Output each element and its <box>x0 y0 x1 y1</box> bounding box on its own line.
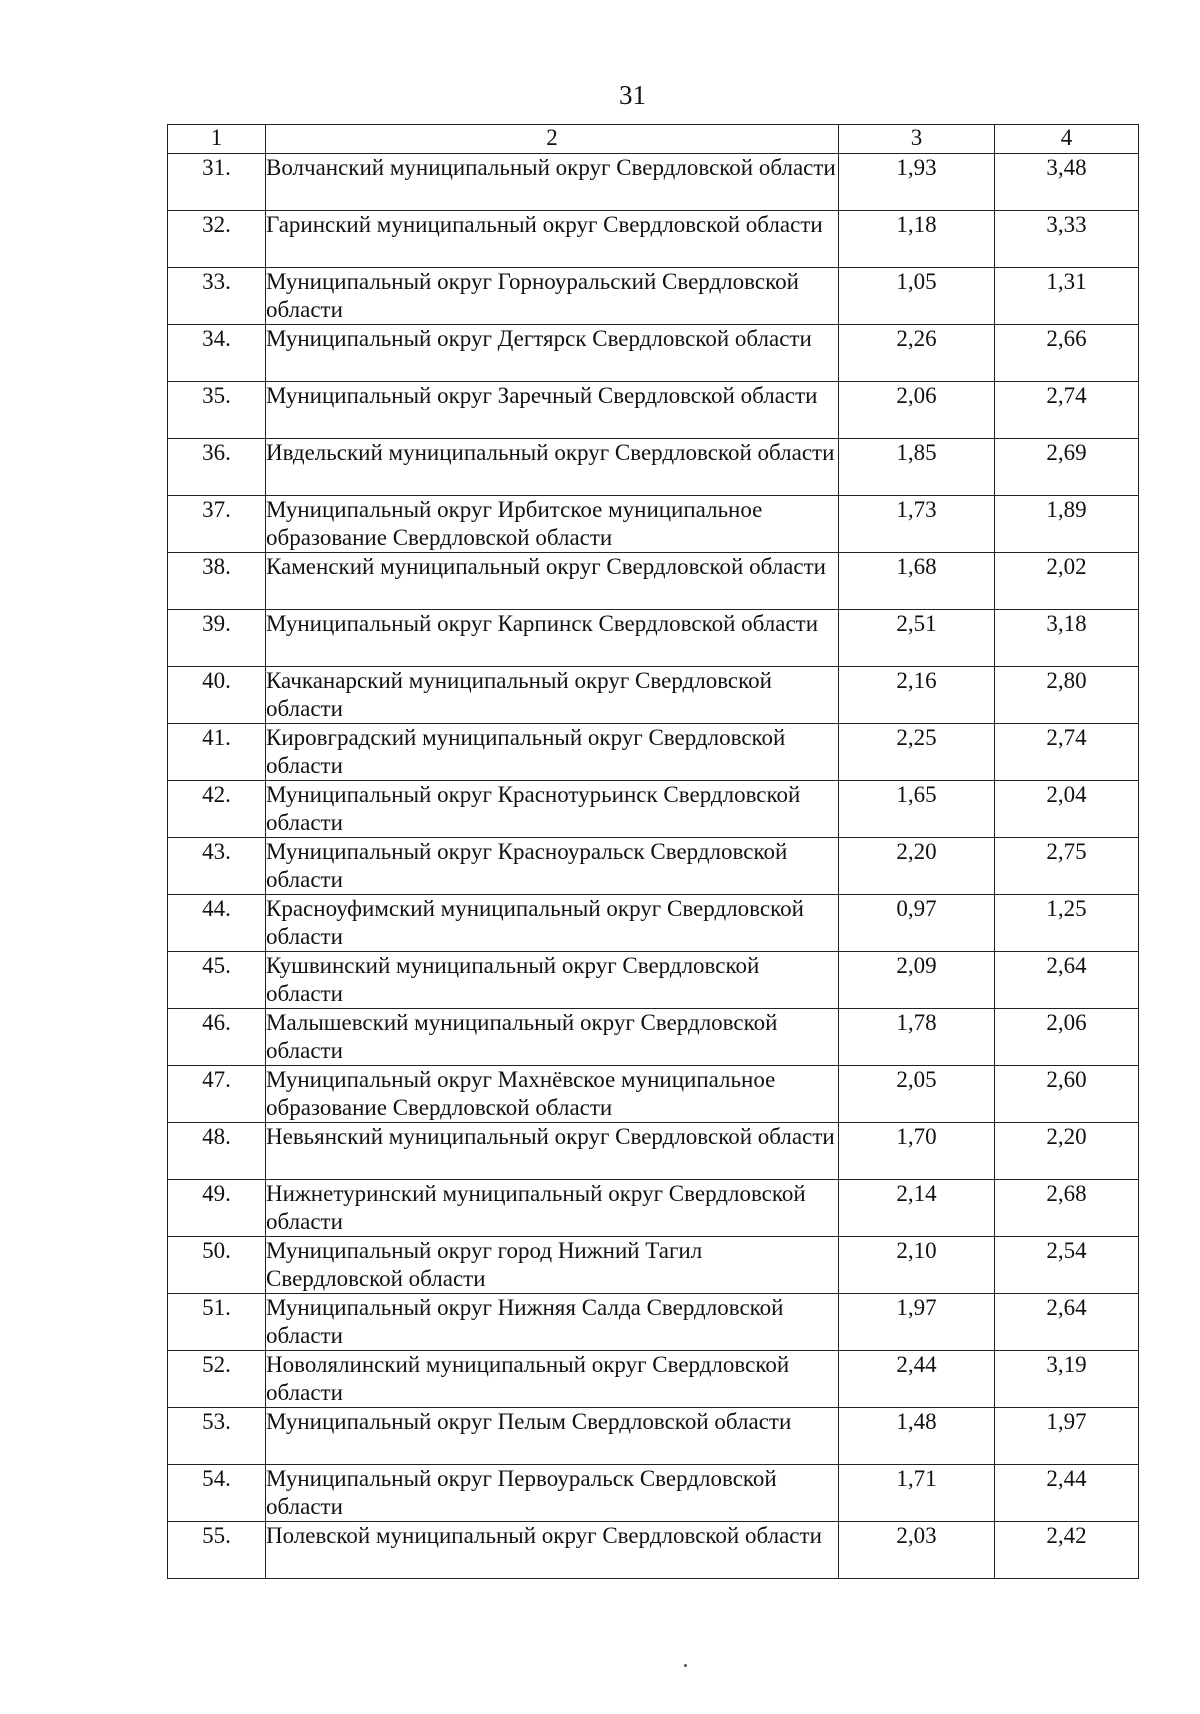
table-row <box>168 1180 1139 1237</box>
row-number-cell: 51. <box>168 1294 266 1351</box>
row-number-cell: 43. <box>168 838 266 895</box>
value-col-3-cell: 2,05 <box>839 1066 995 1123</box>
value-col-4-cell: 2,66 <box>995 325 1139 382</box>
value-col-4-cell: 2,68 <box>995 1180 1139 1237</box>
value-col-4-cell: 1,31 <box>995 268 1139 325</box>
row-number-cell: 53. <box>168 1408 266 1465</box>
table-row <box>168 154 1139 211</box>
row-number-cell: 46. <box>168 1009 266 1066</box>
municipality-name-cell: Гаринский муниципальный округ Свердловской области <box>266 211 839 268</box>
value-col-3-cell: 1,18 <box>839 211 995 268</box>
value-col-3-cell: 2,20 <box>839 838 995 895</box>
row-number-cell: 37. <box>168 496 266 553</box>
value-col-4-cell: 2,74 <box>995 724 1139 781</box>
municipality-name-cell: Муниципальный округ Первоуральск Свердловской области <box>266 1465 839 1522</box>
municipality-name-cell: Муниципальный округ Карпинск Свердловской области <box>266 610 839 667</box>
municipality-name-cell: Муниципальный округ Нижняя Салда Свердловской области <box>266 1294 839 1351</box>
value-col-3-cell: 0,97 <box>839 895 995 952</box>
municipality-name-cell: Муниципальный округ Красноуральск Свердловской области <box>266 838 839 895</box>
value-col-4-cell: 2,54 <box>995 1237 1139 1294</box>
table-row <box>168 1066 1139 1123</box>
table-body <box>168 154 1139 1579</box>
table-row <box>168 553 1139 610</box>
value-col-3-cell: 1,93 <box>839 154 995 211</box>
value-col-3-cell: 1,85 <box>839 439 995 496</box>
municipality-name-cell: Каменский муниципальный округ Свердловской области <box>266 553 839 610</box>
municipality-name-cell: Малышевский муниципальный округ Свердловской области <box>266 1009 839 1066</box>
value-col-3-cell: 2,14 <box>839 1180 995 1237</box>
table-row <box>168 325 1139 382</box>
municipality-name-cell: Муниципальный округ Дегтярск Свердловской области <box>266 325 839 382</box>
table-row <box>168 496 1139 553</box>
row-number-cell: 50. <box>168 1237 266 1294</box>
header-col-2: 2 <box>266 125 839 154</box>
value-col-4-cell: 2,80 <box>995 667 1139 724</box>
row-number-cell: 45. <box>168 952 266 1009</box>
municipality-name-cell: Муниципальный округ город Нижний Тагил Свердловской области <box>266 1237 839 1294</box>
municipality-name-cell: Красноуфимский муниципальный округ Свердловской области <box>266 895 839 952</box>
row-number-cell: 35. <box>168 382 266 439</box>
municipality-name-cell: Кировградский муниципальный округ Свердловской области <box>266 724 839 781</box>
table-row <box>168 1408 1139 1465</box>
municipality-name-cell: Новолялинский муниципальный округ Свердловской области <box>266 1351 839 1408</box>
data-table <box>167 124 1139 1579</box>
value-col-4-cell: 3,18 <box>995 610 1139 667</box>
value-col-3-cell: 2,44 <box>839 1351 995 1408</box>
table-row <box>168 952 1139 1009</box>
table-row <box>168 1009 1139 1066</box>
value-col-3-cell: 2,03 <box>839 1522 995 1579</box>
table-row <box>168 1351 1139 1408</box>
table-row <box>168 895 1139 952</box>
value-col-3-cell: 1,73 <box>839 496 995 553</box>
value-col-4-cell: 2,04 <box>995 781 1139 838</box>
municipality-name-cell: Качканарский муниципальный округ Свердловской области <box>266 667 839 724</box>
value-col-4-cell: 1,97 <box>995 1408 1139 1465</box>
value-col-3-cell: 1,78 <box>839 1009 995 1066</box>
value-col-4-cell: 2,69 <box>995 439 1139 496</box>
value-col-4-cell: 3,33 <box>995 211 1139 268</box>
page-number: 31 <box>619 80 646 110</box>
municipality-name-cell: Муниципальный округ Махнёвское муниципальное образование Свердловской области <box>266 1066 839 1123</box>
table-header-row <box>168 125 1139 154</box>
row-number-cell: 42. <box>168 781 266 838</box>
row-number-cell: 48. <box>168 1123 266 1180</box>
table-row <box>168 268 1139 325</box>
row-number-cell: 34. <box>168 325 266 382</box>
value-col-4-cell: 2,42 <box>995 1522 1139 1579</box>
value-col-4-cell: 2,74 <box>995 382 1139 439</box>
header-col-1: 1 <box>168 125 266 154</box>
value-col-3-cell: 2,51 <box>839 610 995 667</box>
row-number-cell: 40. <box>168 667 266 724</box>
table-row <box>168 211 1139 268</box>
row-number-cell: 31. <box>168 154 266 211</box>
value-col-3-cell: 1,68 <box>839 553 995 610</box>
table-row <box>168 610 1139 667</box>
row-number-cell: 41. <box>168 724 266 781</box>
value-col-3-cell: 1,71 <box>839 1465 995 1522</box>
header-col-3: 3 <box>839 125 995 154</box>
row-number-cell: 47. <box>168 1066 266 1123</box>
scan-dot <box>684 1664 687 1667</box>
row-number-cell: 39. <box>168 610 266 667</box>
table-row <box>168 1294 1139 1351</box>
value-col-3-cell: 1,05 <box>839 268 995 325</box>
value-col-4-cell: 2,20 <box>995 1123 1139 1180</box>
row-number-cell: 49. <box>168 1180 266 1237</box>
value-col-3-cell: 1,48 <box>839 1408 995 1465</box>
table-row <box>168 781 1139 838</box>
municipality-name-cell: Муниципальный округ Краснотурьинск Свердловской области <box>266 781 839 838</box>
row-number-cell: 55. <box>168 1522 266 1579</box>
value-col-3-cell: 2,10 <box>839 1237 995 1294</box>
municipality-name-cell: Ивдельский муниципальный округ Свердловской области <box>266 439 839 496</box>
value-col-4-cell: 2,75 <box>995 838 1139 895</box>
municipality-name-cell: Муниципальный округ Горноуральский Свердловской области <box>266 268 839 325</box>
value-col-4-cell: 1,25 <box>995 895 1139 952</box>
table-row <box>168 439 1139 496</box>
value-col-4-cell: 2,02 <box>995 553 1139 610</box>
municipality-name-cell: Муниципальный округ Пелым Свердловской области <box>266 1408 839 1465</box>
value-col-3-cell: 2,06 <box>839 382 995 439</box>
row-number-cell: 44. <box>168 895 266 952</box>
row-number-cell: 36. <box>168 439 266 496</box>
value-col-4-cell: 1,89 <box>995 496 1139 553</box>
row-number-cell: 32. <box>168 211 266 268</box>
municipality-name-cell: Муниципальный округ Ирбитское муниципальное образование Свердловской области <box>266 496 839 553</box>
table-row <box>168 382 1139 439</box>
municipality-name-cell: Волчанский муниципальный округ Свердловской области <box>266 154 839 211</box>
value-col-3-cell: 2,09 <box>839 952 995 1009</box>
table-row <box>168 838 1139 895</box>
table-row <box>168 1522 1139 1579</box>
value-col-3-cell: 1,97 <box>839 1294 995 1351</box>
table-row <box>168 1123 1139 1180</box>
row-number-cell: 54. <box>168 1465 266 1522</box>
value-col-3-cell: 2,16 <box>839 667 995 724</box>
value-col-3-cell: 1,65 <box>839 781 995 838</box>
municipality-name-cell: Муниципальный округ Заречный Свердловской области <box>266 382 839 439</box>
table-row <box>168 724 1139 781</box>
municipality-name-cell: Невьянский муниципальный округ Свердловской области <box>266 1123 839 1180</box>
row-number-cell: 38. <box>168 553 266 610</box>
value-col-3-cell: 2,26 <box>839 325 995 382</box>
row-number-cell: 52. <box>168 1351 266 1408</box>
table-row <box>168 1465 1139 1522</box>
value-col-3-cell: 2,25 <box>839 724 995 781</box>
header-col-4: 4 <box>995 125 1139 154</box>
value-col-4-cell: 3,19 <box>995 1351 1139 1408</box>
value-col-4-cell: 2,64 <box>995 1294 1139 1351</box>
table-row <box>168 667 1139 724</box>
value-col-4-cell: 2,06 <box>995 1009 1139 1066</box>
value-col-4-cell: 2,60 <box>995 1066 1139 1123</box>
value-col-4-cell: 2,44 <box>995 1465 1139 1522</box>
value-col-3-cell: 1,70 <box>839 1123 995 1180</box>
municipality-name-cell: Нижнетуринский муниципальный округ Свердловской области <box>266 1180 839 1237</box>
value-col-4-cell: 3,48 <box>995 154 1139 211</box>
value-col-4-cell: 2,64 <box>995 952 1139 1009</box>
municipality-name-cell: Кушвинский муниципальный округ Свердловской области <box>266 952 839 1009</box>
municipality-name-cell: Полевской муниципальный округ Свердловской области <box>266 1522 839 1579</box>
table-row <box>168 1237 1139 1294</box>
row-number-cell: 33. <box>168 268 266 325</box>
